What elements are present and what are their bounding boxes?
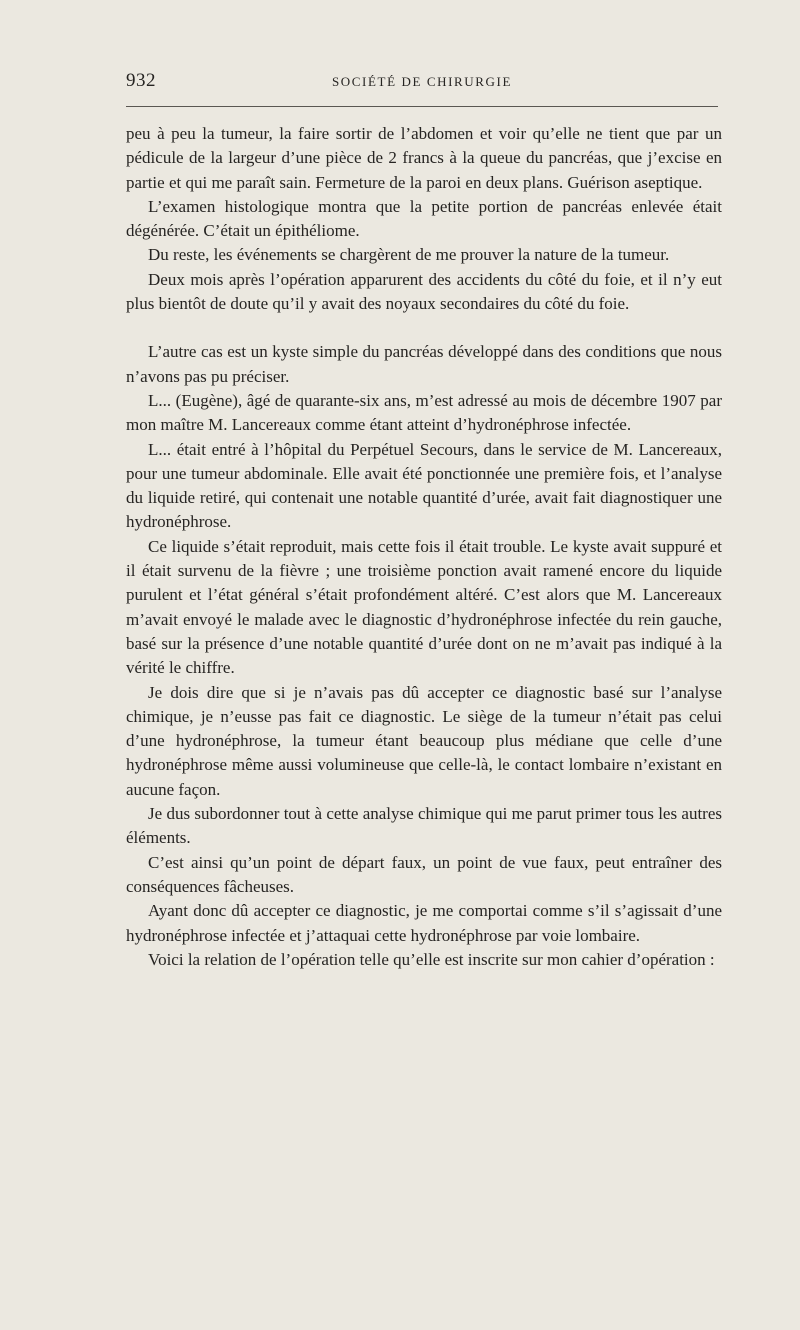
header-rule bbox=[126, 106, 718, 107]
paragraph: Je dois dire que si je n’avais pas dû accepter ce diagnostic basé sur l’analyse chimique, je n’eusse pas fait ce diagnostic. Le siège de la tumeur n’était pas celui d’une hydronéphrose, la tumeur étant beaucoup plus médiane que celle d’une hydronéphrose même aussi volumineuse que celle-là, le contact lombaire n’existant en aucune façon. bbox=[126, 682, 722, 799]
paragraph: L... était entré à l’hôpital du Perpétuel Secours, dans le service de M. Lancereaux, pour une tumeur abdominale. Elle avait été ponctionnée une première fois, et l’analyse du liquide retiré, qui contenait une notable quantité d’urée, avait fait diagnostiquer une hydronéphrose. bbox=[126, 439, 722, 532]
paragraph: Du reste, les événements se chargèrent de me prouver la nature de la tumeur. bbox=[148, 245, 670, 265]
paragraph: L... (Eugène), âgé de quarante-six ans, m’est adressé au mois de décembre 1907 par mon maître M. Lancereaux comme étant atteint d’hydronéphrose infectée. bbox=[126, 390, 722, 435]
paragraph: L’autre cas est un kyste simple du pancréas développé dans des conditions que nous n’avons pas pu préciser. bbox=[126, 342, 722, 386]
running-head bbox=[126, 70, 718, 100]
paragraph: Ce liquide s’était reproduit, mais cette fois il était trouble. Le kyste avait suppuré et il était survenu de la fièvre ; une troisième ponction avait ramené encore du liquide purulent et l’état général s’était profondément altéré. C’est alors que M. Lancereaux m’avait envoyé le malade avec le diagnostic d’hydronéphrose infectée du rein gauche, basé sur la présence d’une notable quantité d’urée dont on ne m’avait pas indiqué à la vérité le chiffre. bbox=[126, 536, 722, 678]
paragraph: Voici la relation de l’opération telle qu’elle est inscrite sur mon cahier d’opération : bbox=[148, 949, 715, 969]
paragraph: Je dus subordonner tout à cette analyse chimique qui me parut primer tous les autres éléments. bbox=[126, 804, 722, 848]
page-number: 932 bbox=[126, 70, 156, 91]
paragraph: peu à peu la tumeur, la faire sortir de l’abdomen et voir qu’elle ne tient que par un pédicule de la largeur d’une pièce de 2 francs à la queue du pancréas, que j’excise en partie et qui me paraît sain. Fermeture de la paroi en deux plans. Guérison aseptique. bbox=[126, 124, 722, 192]
paragraph: Deux mois après l’opération apparurent des accidents du côté du foie, et il n’y eut plus bientôt de doute qu’il y avait des noyaux secondaires du côté du foie. bbox=[126, 269, 722, 314]
paragraph: L’examen histologique montra que la petite portion de pancréas enlevée était dégénérée. C’était un épithéliome. bbox=[126, 196, 722, 241]
paragraph: C’est ainsi qu’un point de départ faux, un point de vue faux, peut entraîner des conséquences fâcheuses. bbox=[126, 852, 722, 896]
body-text bbox=[126, 122, 722, 972]
paragraph: Ayant donc dû accepter ce diagnostic, je me comportai comme s’il s’agissait d’une hydronéphrose infectée et j’attaquai cette hydronéphrose par voie lombaire. bbox=[126, 901, 722, 945]
running-title: SOCIÉTÉ DE CHIRURGIE bbox=[331, 74, 513, 89]
